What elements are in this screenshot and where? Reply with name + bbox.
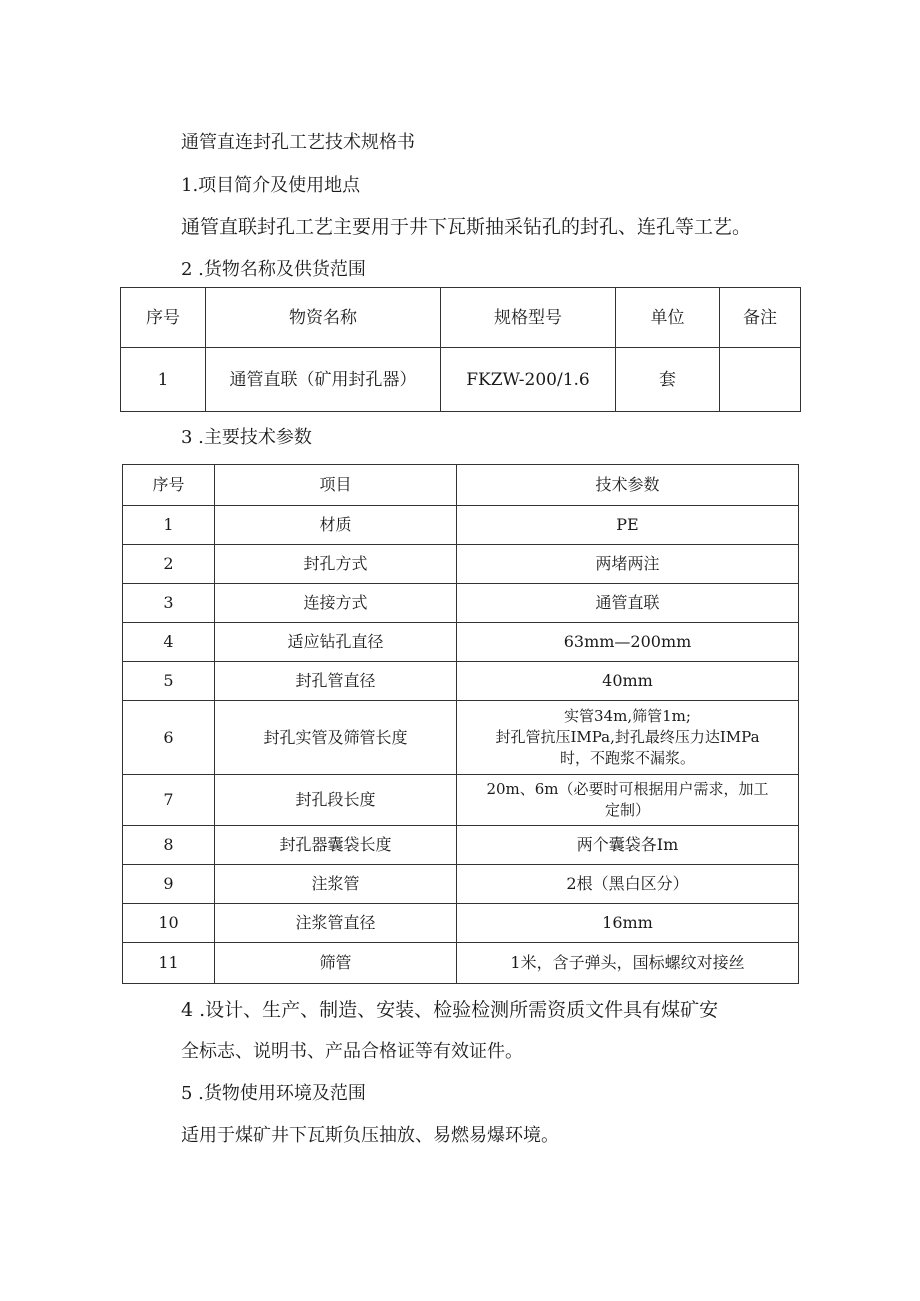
cell-value: 通管直联: [457, 584, 799, 623]
section-5-heading: 5 .货物使用环境及范围: [181, 1083, 366, 1104]
supply-table: [120, 287, 801, 412]
cell-value: PE: [457, 506, 799, 545]
cell-no: 8: [123, 826, 215, 865]
cell-item: 封孔段长度: [215, 775, 457, 826]
value-line: 封孔管抗压IMPa,封孔最终压力达IMPa: [495, 728, 760, 746]
header-cell: 物资名称: [206, 288, 441, 348]
cell-no: 1: [121, 348, 206, 412]
cell-value: 两堵两注: [457, 545, 799, 584]
header-cell: 技术参数: [457, 465, 799, 506]
table-row: [123, 623, 799, 662]
value-line: 定制）: [604, 801, 650, 819]
cell-item: 封孔实管及筛管长度: [215, 701, 457, 775]
header-cell: 单位: [616, 288, 720, 348]
doc-title: 通管直连封孔工艺技术规格书: [181, 132, 415, 153]
cell-name: 通管直联（矿用封孔器）: [206, 348, 441, 412]
cell-no: 5: [123, 662, 215, 701]
table-header-row: [123, 465, 799, 506]
cell-item: 封孔管直径: [215, 662, 457, 701]
header-cell: 项目: [215, 465, 457, 506]
cell-no: 2: [123, 545, 215, 584]
cell-no: 7: [123, 775, 215, 826]
cell-item: 注浆管直径: [215, 904, 457, 943]
table-row: [123, 584, 799, 623]
section-4-line-2: 全标志、说明书、产品合格证等有效证件。: [181, 1041, 523, 1062]
cell-value: 16mm: [457, 904, 799, 943]
cell-item: 封孔器囊袋长度: [215, 826, 457, 865]
cell-value: [457, 701, 799, 775]
cell-remark: [720, 348, 801, 412]
value-line: 实管34m,筛管1m;: [564, 707, 691, 725]
value-line: 20m、6m（必要时可根据用户需求，加工: [486, 780, 769, 798]
section-1-body: 通管直联封孔工艺主要用于井下瓦斯抽采钻孔的封孔、连孔等工艺。: [181, 216, 752, 238]
cell-no: 10: [123, 904, 215, 943]
section-5-body: 适用于煤矿井下瓦斯负压抽放、易燃易爆环境。: [181, 1125, 559, 1146]
table-row: [123, 545, 799, 584]
cell-no: 6: [123, 701, 215, 775]
cell-item: 适应钻孔直径: [215, 623, 457, 662]
cell-item: 材质: [215, 506, 457, 545]
cell-no: 1: [123, 506, 215, 545]
section-3-heading: 3 .主要技术参数: [181, 427, 312, 448]
cell-item: 筛管: [215, 943, 457, 984]
cell-no: 3: [123, 584, 215, 623]
cell-value: 2根（黑白区分）: [457, 865, 799, 904]
table-header-row: [121, 288, 801, 348]
table-row: [123, 701, 799, 775]
cell-value: 两个囊袋各Im: [457, 826, 799, 865]
header-cell: 备注: [720, 288, 801, 348]
header-cell: 规格型号: [441, 288, 616, 348]
cell-value: 1米，含子弹头，国标螺纹对接丝: [457, 943, 799, 984]
header-cell: 序号: [121, 288, 206, 348]
value-line: 时，不跑浆不漏浆。: [559, 749, 695, 767]
cell-item: 连接方式: [215, 584, 457, 623]
param-table: [122, 464, 799, 984]
cell-no: 4: [123, 623, 215, 662]
cell-no: 11: [123, 943, 215, 984]
table-row: [123, 865, 799, 904]
cell-unit: 套: [616, 348, 720, 412]
table-row: [123, 775, 799, 826]
cell-value: 63mm—200mm: [457, 623, 799, 662]
cell-model: FKZW-200/1.6: [441, 348, 616, 412]
cell-item: 注浆管: [215, 865, 457, 904]
table-row: [121, 348, 801, 412]
cell-no: 9: [123, 865, 215, 904]
section-2-heading: 2 .货物名称及供货范围: [181, 259, 366, 280]
table-row: [123, 904, 799, 943]
cell-value: 40mm: [457, 662, 799, 701]
section-1-heading: 1.项目简介及使用地点: [181, 175, 361, 196]
table-row: [123, 662, 799, 701]
header-cell: 序号: [123, 465, 215, 506]
section-4-line-1: 4 .设计、生产、制造、安装、检验检测所需资质文件具有煤矿安: [181, 999, 719, 1021]
table-row: [123, 506, 799, 545]
cell-item: 封孔方式: [215, 545, 457, 584]
table-row: [123, 943, 799, 984]
cell-value: [457, 775, 799, 826]
table-row: [123, 826, 799, 865]
